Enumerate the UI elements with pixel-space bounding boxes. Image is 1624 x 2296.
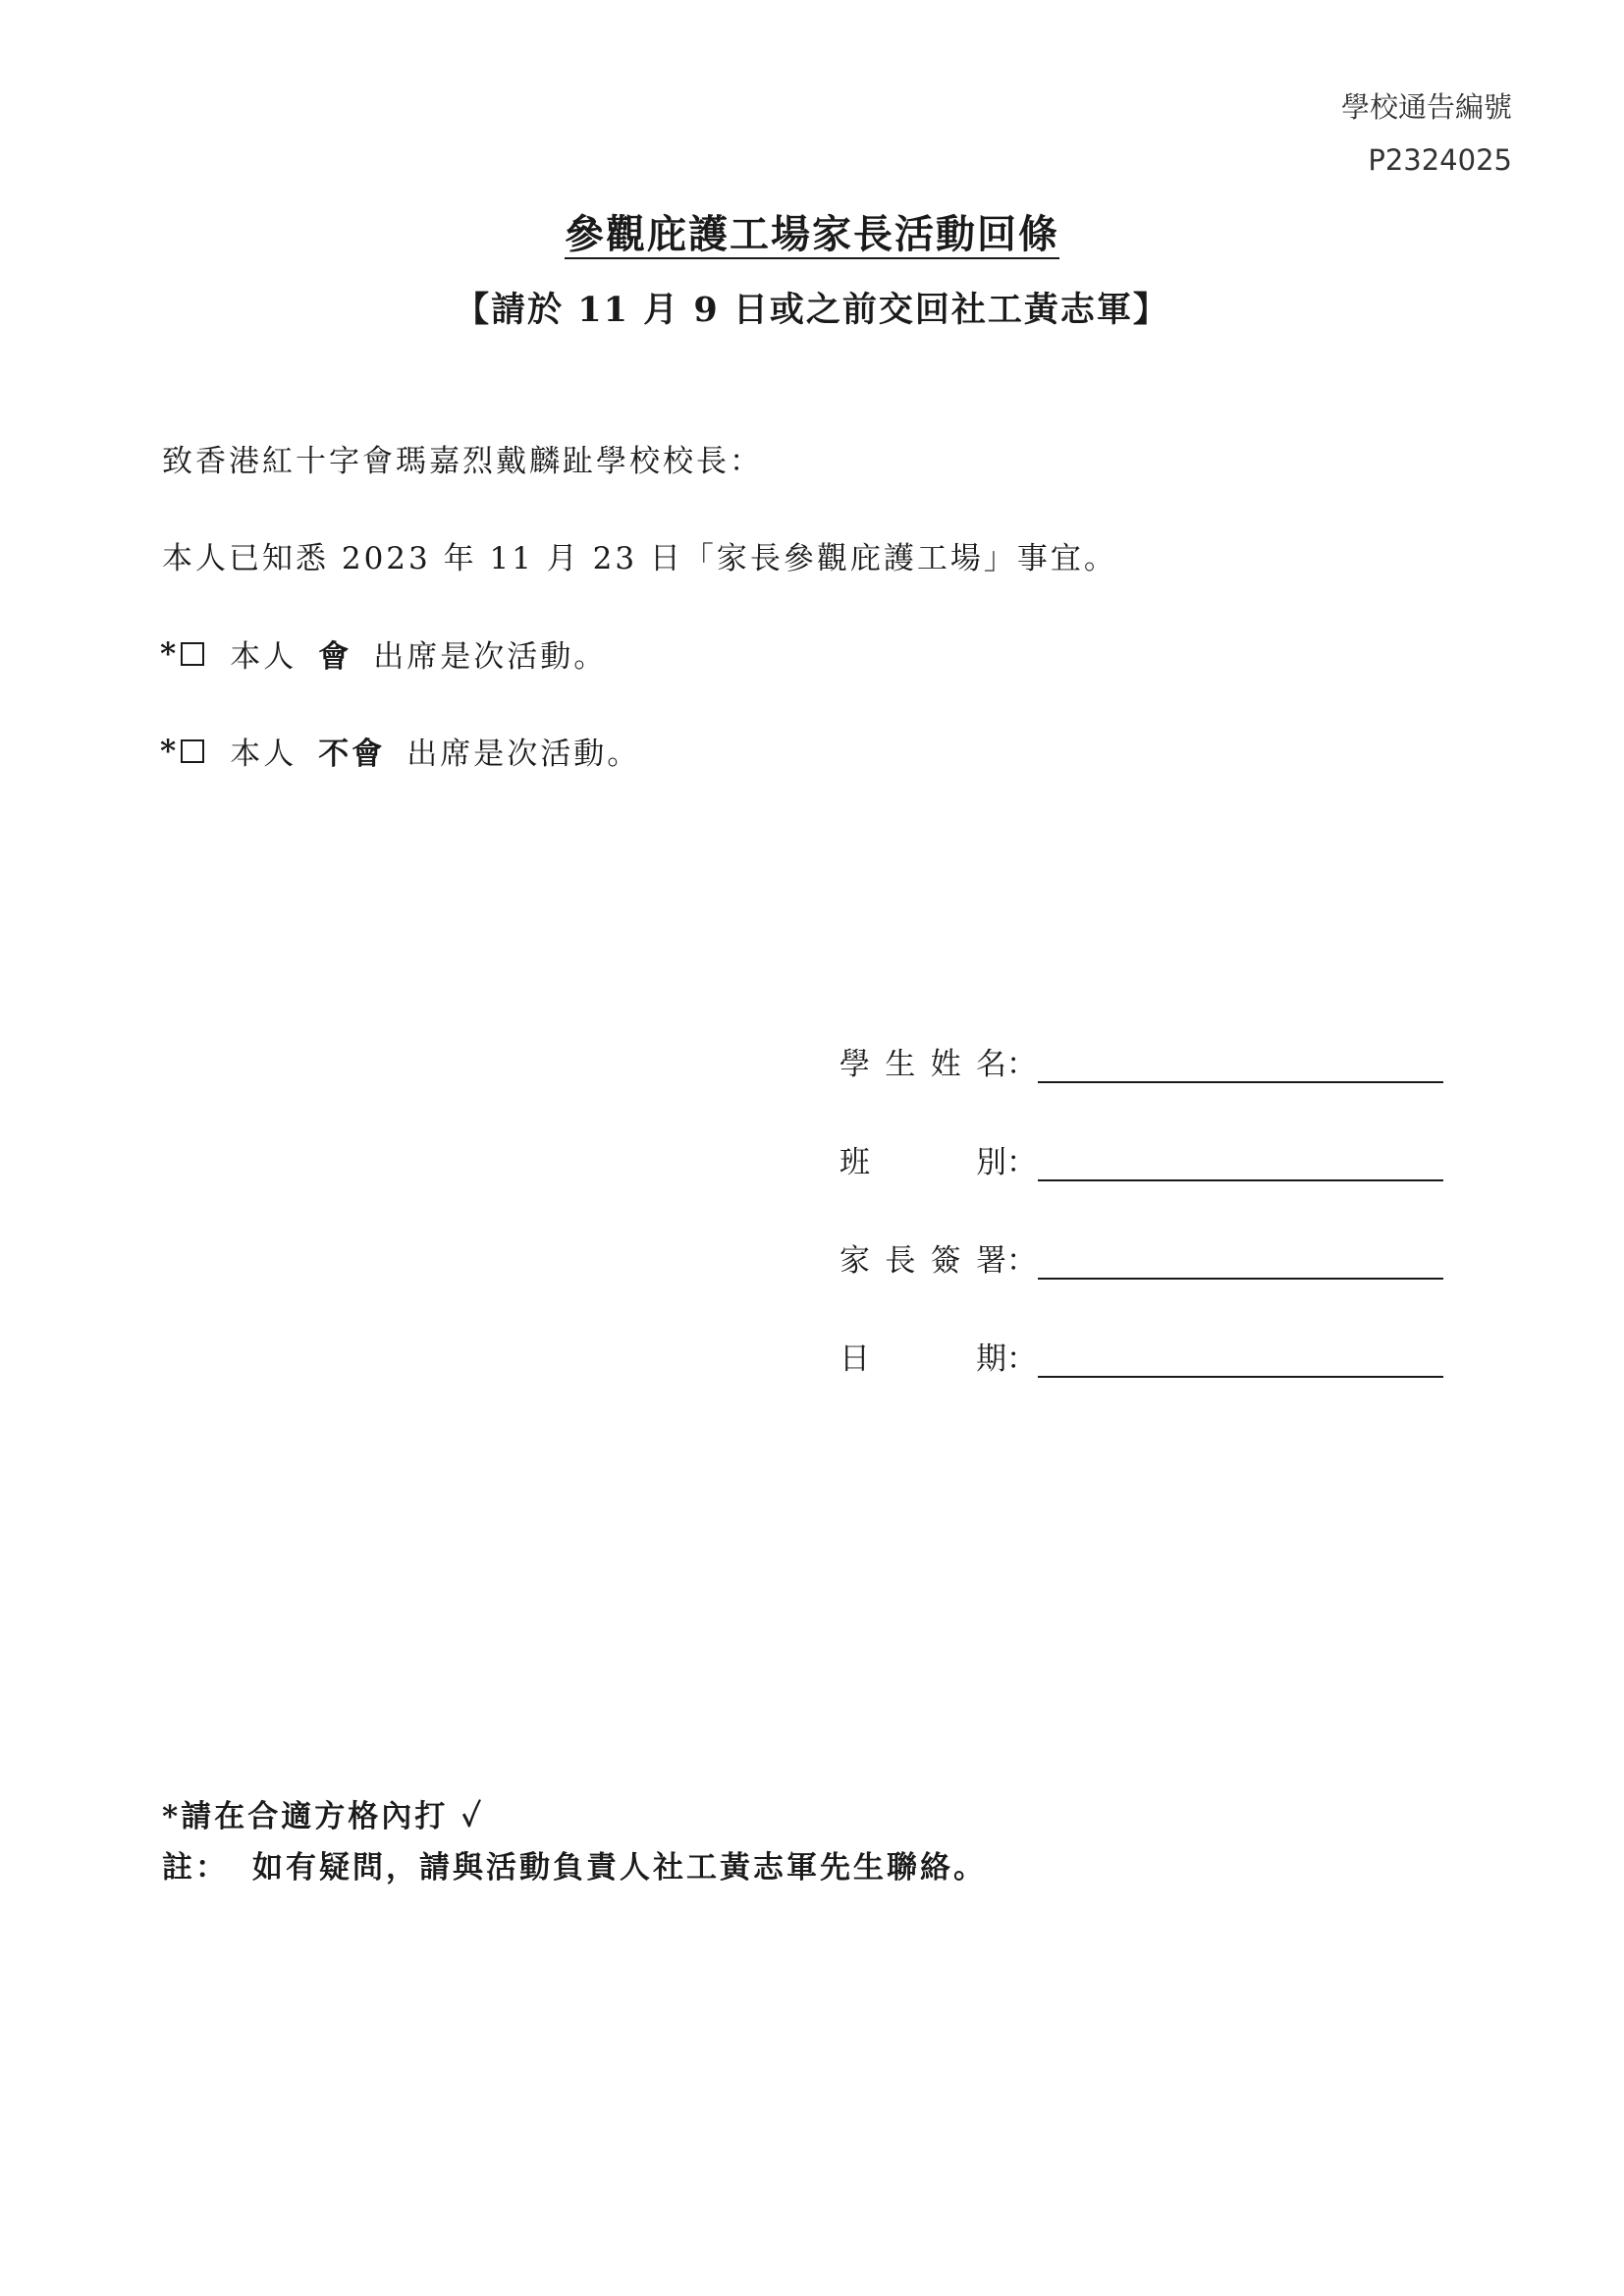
parent-signature-field xyxy=(839,1235,1443,1280)
acknowledgement-line: 本人已知悉 2023 年 11 月 23 日「家長參觀庇護工場」事宜。 xyxy=(162,541,1117,576)
option-choice-not-attend: 不會 xyxy=(318,737,386,772)
contact-note xyxy=(162,1842,987,1886)
field-colon: ： xyxy=(1006,1047,1037,1082)
option-choice-attend: 會 xyxy=(318,639,352,675)
deadline-notice: 【請於 11 月 9 日或之前交回社工黃志軍】 xyxy=(455,290,1169,330)
page-title xyxy=(0,203,1624,259)
date-input-line[interactable] xyxy=(1038,1346,1443,1378)
option-attend xyxy=(160,631,607,676)
field-colon: ： xyxy=(1006,1243,1037,1279)
not-attend-checkbox[interactable] xyxy=(181,739,204,763)
asterisk-mark: * xyxy=(160,635,180,672)
class-input-line[interactable] xyxy=(1038,1150,1443,1181)
parent-signature-input-line[interactable] xyxy=(1038,1248,1443,1280)
page-title-text: 參觀庇護工場家長活動回條 xyxy=(565,211,1059,257)
notice-reference xyxy=(1341,81,1512,187)
class-label: 班別 xyxy=(839,1145,1006,1180)
note-label: 註： xyxy=(162,1850,229,1886)
option-suffix: 出席是次活動。 xyxy=(373,639,608,675)
class-field xyxy=(839,1137,1443,1181)
field-colon: ： xyxy=(1006,1145,1037,1180)
student-name-field xyxy=(839,1039,1443,1083)
note-text: 如有疑問，請與活動負責人社工黃志軍先生聯絡。 xyxy=(252,1850,987,1886)
parent-signature-label: 家長簽署 xyxy=(839,1243,1006,1279)
field-colon: ： xyxy=(1006,1341,1037,1377)
tick-instruction: *請在合適方格內打 ✓ xyxy=(162,1799,484,1834)
asterisk-mark: * xyxy=(160,733,180,769)
student-name-input-line[interactable] xyxy=(1038,1052,1443,1083)
notice-number: P2324025 xyxy=(1368,143,1512,177)
option-not-attend xyxy=(160,729,640,773)
date-field xyxy=(839,1334,1443,1378)
notice-label: 學校通告編號 xyxy=(1340,90,1512,124)
attend-checkbox[interactable] xyxy=(181,642,204,666)
date-label: 日期 xyxy=(839,1341,1006,1377)
recipient-line: 致香港紅十字會瑪嘉烈戴麟趾學校校長： xyxy=(162,444,763,479)
option-suffix: 出席是次活動。 xyxy=(406,737,641,772)
student-name-label: 學生姓名 xyxy=(839,1047,1006,1082)
option-prefix: 本人 xyxy=(230,639,298,675)
option-prefix: 本人 xyxy=(230,737,298,772)
